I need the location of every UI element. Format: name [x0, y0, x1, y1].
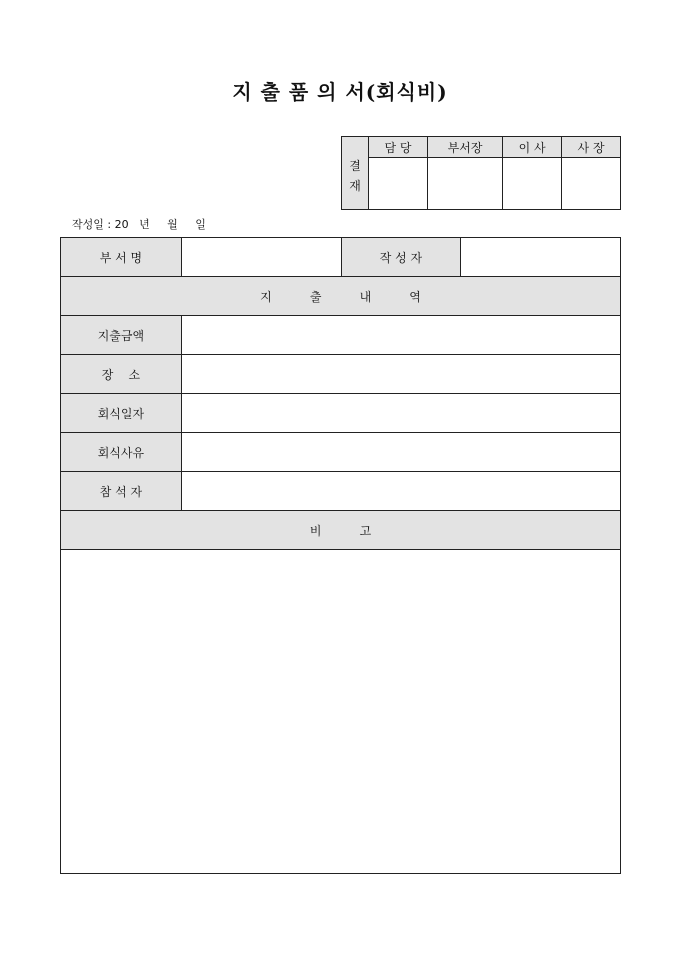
row-field-amount[interactable]: [181, 316, 620, 355]
row-label-place: 장 소: [61, 355, 182, 394]
department-label: 부 서 명: [61, 238, 182, 277]
approval-header-manager: 담 당: [369, 137, 428, 158]
document-title: 지 출 품 의 서(회식비): [232, 80, 448, 104]
approval-sign-president[interactable]: [562, 158, 621, 210]
approval-sign-manager[interactable]: [369, 158, 428, 210]
expense-form-table: [60, 237, 621, 874]
row-field-attendees[interactable]: [181, 472, 620, 511]
row-label-attendees: 참 석 자: [61, 472, 182, 511]
row-field-dinner-date[interactable]: [181, 394, 620, 433]
row-field-dinner-reason[interactable]: [181, 433, 620, 472]
approval-header-director: 이 사: [503, 137, 562, 158]
author-label: 작 성 자: [341, 238, 461, 277]
approval-header-president: 사 장: [562, 137, 621, 158]
department-field[interactable]: [181, 238, 341, 277]
row-label-dinner-reason: 회식사유: [61, 433, 182, 472]
approval-header-department-head: 부서장: [427, 137, 502, 158]
author-field[interactable]: [461, 238, 621, 277]
details-header: 지 출 내 역: [61, 277, 621, 316]
remarks-header: 비 고: [61, 511, 621, 550]
row-label-dinner-date: 회식일자: [61, 394, 182, 433]
approval-table: [341, 136, 621, 210]
row-field-place[interactable]: [181, 355, 620, 394]
remarks-field[interactable]: [61, 550, 621, 874]
approval-label: 결 재: [342, 137, 369, 210]
row-label-amount: 지출금액: [61, 316, 182, 355]
approval-sign-department-head[interactable]: [427, 158, 502, 210]
date-line: 작성일 : 20 년 월 일: [72, 218, 206, 231]
approval-sign-director[interactable]: [503, 158, 562, 210]
